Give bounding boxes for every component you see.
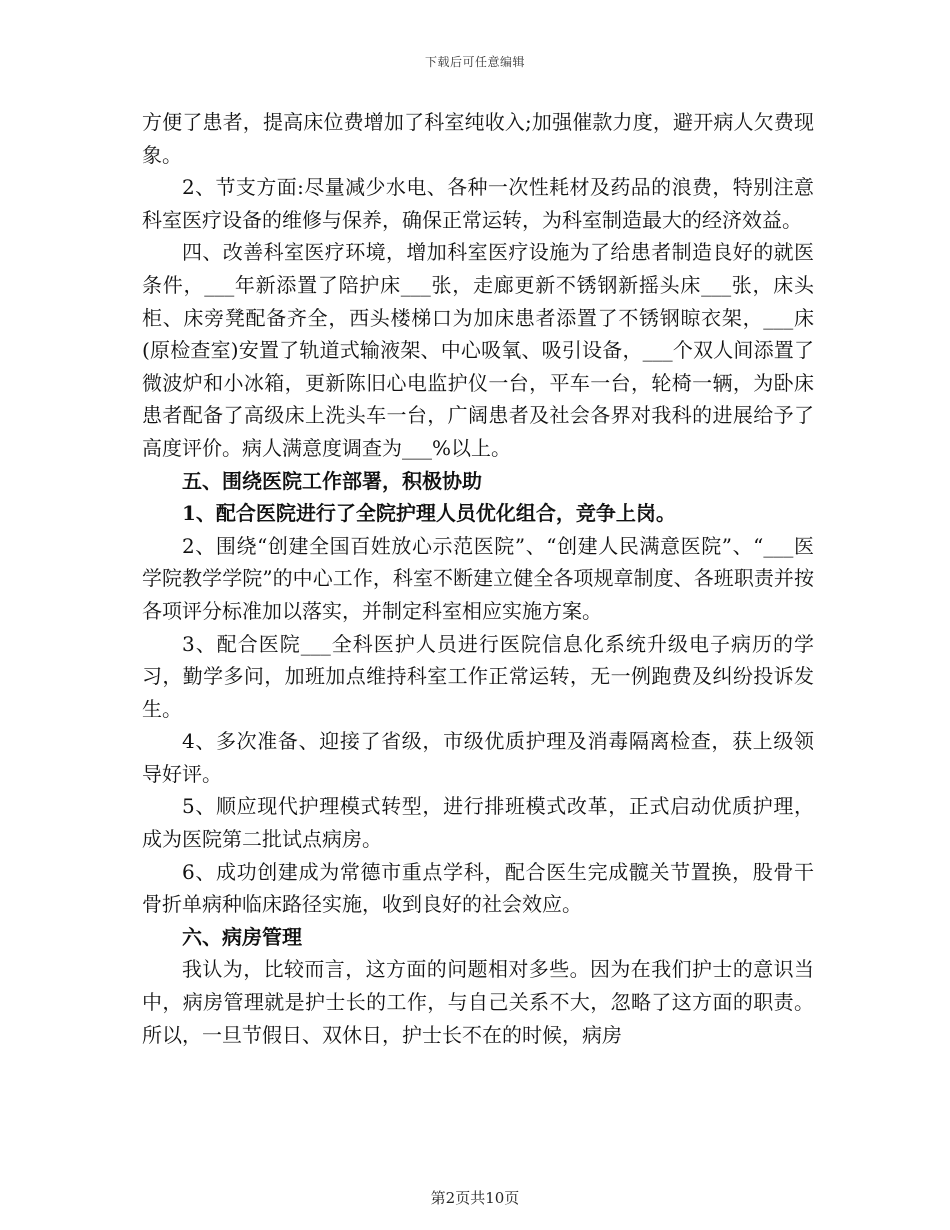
subheading-optimization: 1、配合医院进行了全院护理人员优化组合，竞争上岗。 xyxy=(182,501,676,526)
paragraph-key-discipline: 6、成功创建成为常德市重点学科，配合医生完成髋关节置换，股骨干骨折单病种临床路径实施，收到良好的社会效应。 xyxy=(142,859,814,917)
paragraph-inspections: 4、多次准备、迎接了省级，市级优质护理及消毒隔离检查，获上级领导好评。 xyxy=(142,729,814,786)
document-body xyxy=(142,106,814,1051)
page-header: 下载后可任意编辑 xyxy=(424,55,525,69)
section-heading-five: 五、围绕医院工作部署，积极协助 xyxy=(182,468,482,493)
paragraph-electronic-records: 3、配合医院___全科医护人员进行医院信息化系统升级电子病历的学习，勤学多问，加班加点维持科室工作正常运转，无一例跑费及纠纷投诉发生。 xyxy=(142,631,814,721)
section-heading-six: 六、病房管理 xyxy=(182,924,302,949)
paragraph-hospital-creation: 2、围绕“创建全国百姓放心示范医院”、“创建人民满意医院”、“___医学院教学学院”的中心工作，科室不断建立健全各项规章制度、各班职责并按各项评分标准加以落实，并制定科室相应实施方案。 xyxy=(142,533,814,623)
paragraph-cost-saving: 2、节支方面:尽量减少水电、各种一次性耗材及药品的浪费，特别注意科室医疗设备的维修与保养，确保正常运转，为科室制造最大的经济效益。 xyxy=(142,175,814,232)
page-footer: 第2页共10页 xyxy=(430,1189,520,1207)
paragraph-ward-management: 我认为，比较而言，这方面的问题相对多些。因为在我们护士的意识当中，病房管理就是护士长的工作，与自己关系不大，忽略了这方面的职责。所以，一旦节假日、双休日，护士长不在的时候，病房 xyxy=(142,957,814,1047)
paragraph-environment: 四、改善科室医疗环境，增加科室医疗设施为了给患者制造良好的就医条件，___年新添置了陪护床___张，走廊更新不锈钢新摇头床___张，床头柜、床旁凳配备齐全，西头楼梯口为加床患者添置了不锈钢晾衣架，___床(原检查室)安置了轨道式输液架、中心吸氧、吸引设备，___个双人间添置了微波炉和小冰箱，更新陈旧心电监护仪一台，平车一台，轮椅一辆，为卧床患者配备了高级床上洗头车一台，广阔患者及社会各界对我科的进展给予了高度评价。病人满意度调查为___%以上。 xyxy=(142,240,814,460)
paragraph-continuation: 方便了患者，提高床位费增加了科室纯收入;加强催款力度，避开病人欠费现象。 xyxy=(142,110,814,167)
paragraph-nursing-model: 5、顺应现代护理模式转型，进行排班模式改革，正式启动优质护理，成为医院第二批试点病房。 xyxy=(142,794,814,852)
